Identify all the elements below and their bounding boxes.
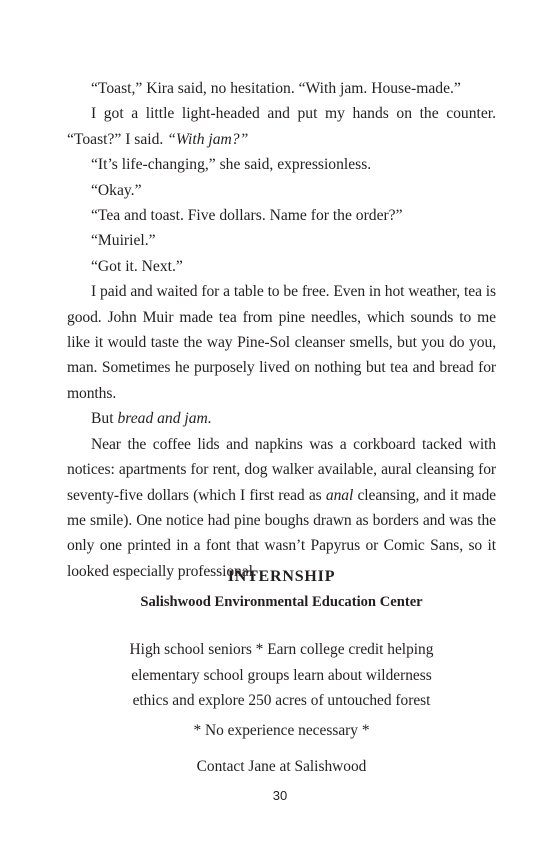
paragraph-text: But: [91, 410, 118, 428]
paragraph-text: I got a little light-headed and put my hands on the counter. “Toast?” I said.: [67, 105, 496, 148]
notice-body-line: High school seniors * Earn college credit helping: [129, 641, 434, 658]
paragraph: [67, 203, 496, 228]
notice-body-line: ethics and explore 250 acres of untouched forest: [132, 692, 431, 709]
italic-text: bread and jam.: [117, 410, 212, 428]
paragraph-text: “It’s life-changing,” she said, expressionless.: [91, 156, 372, 174]
paragraph-text: “Tea and toast. Five dollars. Name for the order?”: [91, 207, 403, 225]
paragraph: [67, 432, 496, 584]
paragraph-text: “Okay.”: [91, 181, 142, 199]
paragraph: [67, 76, 496, 101]
paragraph: [67, 178, 496, 203]
notice-title: INTERNSHIP: [227, 568, 336, 585]
notice-subtitle: Salishwood Environmental Education Center: [140, 594, 423, 610]
notice-contact: Contact Jane at Salishwood: [196, 758, 367, 775]
paragraph: [67, 406, 496, 431]
paragraph-text: “Muiriel.”: [91, 232, 156, 250]
italic-text: anal: [325, 486, 354, 504]
paragraph: [67, 254, 496, 279]
paragraph: [67, 101, 496, 152]
notice-note: * No experience necessary *: [193, 722, 370, 739]
notice-body-line: elementary school groups learn about wilderness: [131, 666, 432, 684]
paragraph-text: “Got it. Next.”: [91, 257, 183, 275]
paragraph-text: “Toast,” Kira said, no hesitation. “With jam. House-made.”: [91, 80, 461, 97]
notice-body: [67, 637, 496, 714]
page-number: 30: [272, 788, 288, 803]
paragraph-text: Near the coffee lids and napkins was a corkboard tacked with notices: apartments for rent, dog walker available, aural cleansing for seventy-five dollars (which I first read as: [67, 435, 496, 504]
paragraph-text: I paid and waited for a table to be free. Even in hot weather, tea is good. John Muir made tea from pine needles, which sounds to me like it would taste the way Pine-Sol cleanser smells, but you do you, man. Sometimes he purposely lived on nothing but tea and bread for months.: [67, 283, 496, 402]
story-text: [67, 76, 496, 584]
paragraph: [67, 279, 496, 406]
italic-text: “With jam?”: [167, 130, 249, 148]
paragraph-text: cleansing, and it made me smile). One notice had pine boughs drawn as borders and was the only one printed in a font that wasn’t Papyrus or Comic Sans, so it looked especially professional.: [67, 486, 496, 580]
paragraph: [67, 228, 496, 253]
paragraph: [67, 152, 496, 177]
